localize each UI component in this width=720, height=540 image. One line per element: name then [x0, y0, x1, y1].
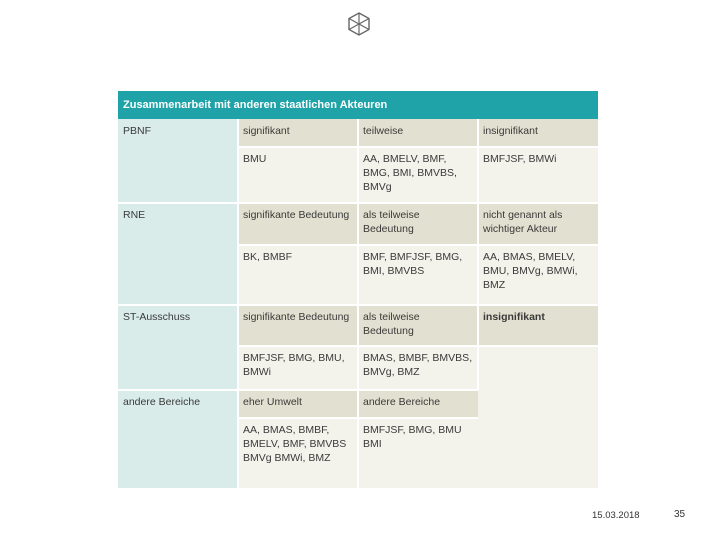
cooperation-table — [118, 91, 598, 488]
row-divider — [118, 389, 478, 391]
header-cell: eher Umwelt — [238, 390, 358, 418]
row-label-rne: RNE — [118, 203, 238, 305]
header-cell: insignifikant — [478, 119, 598, 147]
row-divider — [118, 304, 598, 306]
value-cell: AA, BMAS, BMELV, BMU, BMVg, BMWi, BMZ — [478, 245, 598, 305]
value-cell: BK, BMBF — [238, 245, 358, 305]
value-cell: BMF, BMFJSF, BMG, BMI, BMVBS — [358, 245, 478, 305]
header-cell: nicht genannt als wichtiger Akteur — [478, 203, 598, 245]
page-number: 35 — [674, 509, 686, 520]
logo-icon — [348, 12, 370, 36]
row-divider — [238, 417, 478, 419]
column-divider — [477, 119, 479, 390]
header-cell: signifikante Bedeutung — [238, 203, 358, 245]
value-cell: BMU — [238, 147, 358, 203]
header-cell: signifikante Bedeutung — [238, 305, 358, 346]
row-divider — [238, 146, 598, 148]
row-label-pbnf: PBNF — [118, 119, 238, 203]
value-cell: AA, BMELV, BMF, BMG, BMI, BMVBS, BMVg — [358, 147, 478, 203]
row-divider — [238, 345, 598, 347]
header-cell: andere Bereiche — [358, 390, 478, 418]
value-cell: BMAS, BMBF, BMVBS, BMVg, BMZ — [358, 346, 478, 390]
header-cell: als teilweise Bedeutung — [358, 305, 478, 346]
header-cell: teilweise — [358, 119, 478, 147]
value-cell: BMFJSF, BMWi — [478, 147, 598, 203]
header-cell: als teilweise Bedeutung — [358, 203, 478, 245]
value-cell: AA, BMAS, BMBF, BMELV, BMF, BMVBS BMVg BMWi, BMZ — [238, 418, 358, 488]
value-cell-empty — [478, 346, 598, 488]
value-cell: BMFJSF, BMG, BMU, BMWi — [238, 346, 358, 390]
row-divider — [238, 244, 598, 246]
row-label-st-ausschuss: ST-Ausschuss — [118, 305, 238, 390]
header-cell: insignifikant — [478, 305, 598, 346]
row-label-andere-bereiche: andere Bereiche — [118, 390, 238, 488]
row-divider — [118, 202, 598, 204]
footer-date: 15.03.2018 — [592, 510, 640, 521]
table-title: Zusammenarbeit mit anderen staatlichen Akteuren — [118, 91, 598, 119]
value-cell: BMFJSF, BMG, BMU BMI — [358, 418, 478, 488]
header-cell: signifikant — [238, 119, 358, 147]
